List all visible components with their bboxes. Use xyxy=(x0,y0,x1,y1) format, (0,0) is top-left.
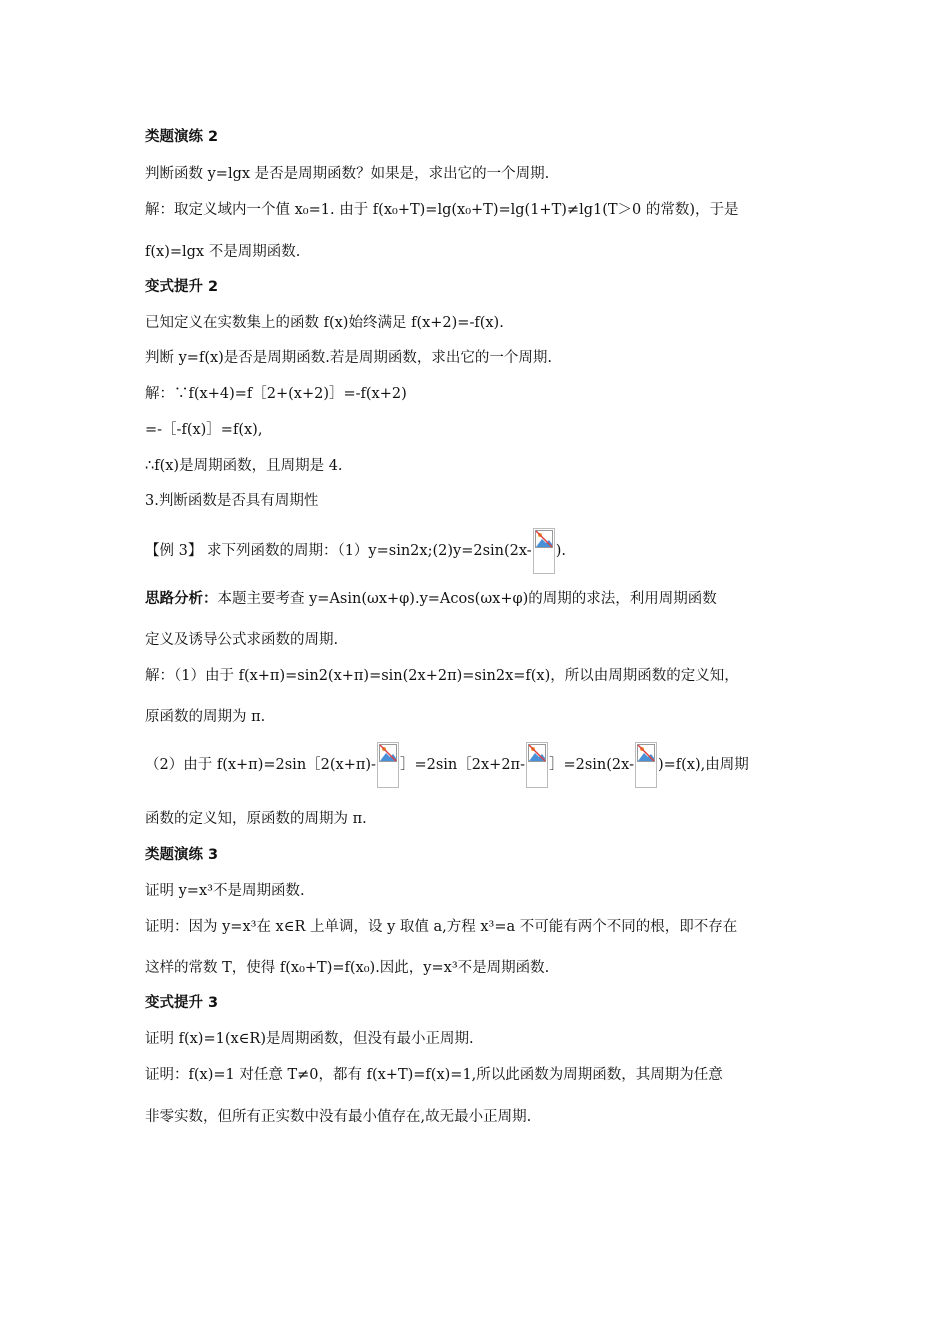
analysis-line: 定义及诱导公式求函数的周期. xyxy=(145,632,339,648)
broken-image-icon xyxy=(533,528,555,574)
text-line: =-［-f(x)］=f(x), xyxy=(145,422,263,438)
question-text: 证明 y=x³不是周期函数. xyxy=(145,883,305,899)
example-end: ). xyxy=(555,543,566,559)
heading-variant-3: 变式提升 3 xyxy=(145,995,219,1011)
broken-image-icon xyxy=(377,742,399,788)
analysis-text: 本题主要考查 y=Asin(ωx+φ).y=Acos(ωx+φ)的周期的求法，利用周期函数 xyxy=(217,591,717,607)
solution-line: 函数的定义知，原函数的周期为 π. xyxy=(145,811,367,827)
solution-line: f(x)=lgx 不是周期函数. xyxy=(145,244,301,260)
broken-image-icon xyxy=(526,742,548,788)
section-title: 3.判断函数是否具有周期性 xyxy=(145,493,319,509)
heading-variant-2: 变式提升 2 xyxy=(145,279,219,295)
sol-part: ］=2sin(2x- xyxy=(548,757,634,773)
sol-part: ］=2sin［2x+2π- xyxy=(399,757,525,773)
proof-line: 证明：f(x)=1 对任意 T≠0，都有 f(x+T)=f(x)=1,所以此函数为周期函数，其周期为任意 xyxy=(145,1067,723,1083)
question-text: 判断函数 y=lgx 是否是周期函数？如果是，求出它的一个周期. xyxy=(145,166,550,182)
heading-practice-2: 类题演练 2 xyxy=(145,129,219,145)
solution-line: 解：（1）由于 f(x+π)=sin2(x+π)=sin(2x+2π)=sin2x=f(x)，所以由周期函数的定义知， xyxy=(145,668,739,684)
solution-line-2 xyxy=(145,742,850,788)
text-line: ∴f(x)是周期函数，且周期是 4. xyxy=(145,458,343,474)
sol-part: )=f(x),由周期 xyxy=(657,757,749,773)
text-line: 解：∵f(x+4)=f［2+(x+2)］=-f(x+2) xyxy=(145,386,407,402)
proof-line: 证明：因为 y=x³在 x∈R 上单调，设 y 取值 a,方程 x³=a 不可能有两个不同的根，即不存在 xyxy=(145,919,738,935)
text-line: 已知定义在实数集上的函数 f(x)始终满足 f(x+2)=-f(x). xyxy=(145,315,504,331)
heading-practice-3: 类题演练 3 xyxy=(145,847,219,863)
question-text: 证明 f(x)=1(x∈R)是周期函数，但没有最小正周期. xyxy=(145,1031,474,1047)
solution-line: 解：取定义域内一个值 x₀=1. 由于 f(x₀+T)=lg(x₀+T)=lg(1+T)≠lg1(T＞0 的常数)，于是 xyxy=(145,202,739,218)
analysis-label: 思路分析： xyxy=(145,591,218,607)
text-line: 判断 y=f(x)是否是周期函数.若是周期函数，求出它的一个周期. xyxy=(145,350,553,366)
example-3-line xyxy=(145,528,850,574)
proof-line: 非零实数，但所有正实数中没有最小值存在,故无最小正周期. xyxy=(145,1109,532,1125)
proof-line: 这样的常数 T，使得 f(x₀+T)=f(x₀).因此，y=x³不是周期函数. xyxy=(145,960,550,976)
sol-part: （2）由于 f(x+π)=2sin［2(x+π)- xyxy=(145,757,376,773)
solution-line: 原函数的周期为 π. xyxy=(145,709,266,725)
example-tag: 【例 3】 xyxy=(145,543,203,559)
broken-image-icon xyxy=(635,742,657,788)
example-text: 求下列函数的周期：（1）y=sin2x;(2)y=2sin(2x- xyxy=(202,543,532,559)
analysis-line xyxy=(145,589,850,609)
